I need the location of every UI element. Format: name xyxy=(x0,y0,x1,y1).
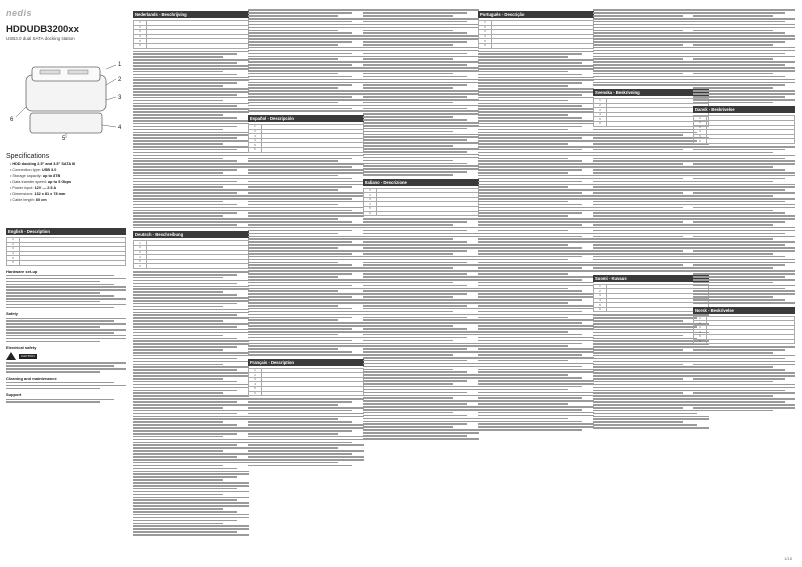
section-italiano: Italiano - Descrizione xyxy=(363,179,479,186)
parts-table: 1 2 3 4 5 6 xyxy=(693,316,795,345)
heading-hardware: Hardware set-up xyxy=(6,268,38,274)
specs-list xyxy=(6,162,126,202)
parts-table: 1 2 3 4 5 6 xyxy=(133,240,249,269)
warning-block xyxy=(6,352,126,360)
product-illustration xyxy=(6,45,126,140)
callout-1: 1 xyxy=(118,62,122,68)
parts-table: 1 2 3 4 5 6 xyxy=(133,20,249,49)
callout-4: 4 xyxy=(118,125,122,131)
parts-table: 1 2 3 4 5 6 xyxy=(363,188,479,217)
spec-item: • Data transfer speed: up to 5 Gbps xyxy=(10,180,72,184)
caution-label: CAUTION xyxy=(21,354,35,359)
nedis-logo: nedis xyxy=(6,8,33,18)
callout-6: 6 xyxy=(10,117,14,123)
section-deutsch: Deutsch - Beschreibung xyxy=(133,231,249,238)
warning-icon xyxy=(6,352,16,360)
callout-2: 2 xyxy=(118,77,122,83)
specs-title: Specifications xyxy=(6,153,50,160)
product-subtitle: USB3.0 dual SATA docking station xyxy=(6,36,75,41)
model-title: HDDUDB3200xx xyxy=(6,24,79,35)
section-suomi: Suomi - Kuvaus xyxy=(593,275,709,282)
heading-cleaning: Cleaning and maintenance xyxy=(6,375,57,381)
column-english xyxy=(6,8,126,553)
parts-table: 1 2 3 4 5 6 xyxy=(248,124,364,153)
section-svenska: Svenska - Beskrivning xyxy=(593,89,709,96)
column-da-no xyxy=(693,8,795,553)
spec-item: • HDD docking 2.5" and 3.5" SATA III xyxy=(10,162,76,166)
parts-table: 1 2 3 4 5 6 xyxy=(593,284,709,313)
heading-safety: Safety xyxy=(6,311,19,317)
spec-item: • Storage capacity: up to 8TB xyxy=(10,174,61,178)
column-de-es xyxy=(248,8,364,553)
column-pt xyxy=(478,8,594,553)
spec-item: • Cable length: 60 cm xyxy=(10,198,47,202)
spec-item: • Dimensions: 132 x 81 x 78 mm xyxy=(10,192,66,196)
section-nederlands: Nederlands - Beschrijving xyxy=(133,11,249,18)
section-espanol: Español - Descripción xyxy=(248,115,364,122)
section-dansk: Dansk - Beskrivelse xyxy=(693,106,795,113)
parts-table: 1 2 3 4 5 6 xyxy=(593,98,709,127)
callout-3: 3 xyxy=(118,95,122,101)
column-fr-it xyxy=(363,8,479,553)
section-francais: Français - Description xyxy=(248,359,364,366)
parts-table: 1 2 3 4 5 6 xyxy=(478,20,594,49)
column-nl-de xyxy=(133,8,249,553)
column-sv-fi xyxy=(593,8,709,553)
heading-electrical: Electrical safety xyxy=(6,345,37,351)
callout-5: 5 xyxy=(62,136,66,140)
spec-item: • Connection type: USB 3.0 xyxy=(10,168,57,172)
parts-table: 1 2 3 4 5 6 xyxy=(6,237,126,266)
section-portugues: Português - Descrição xyxy=(478,11,594,18)
heading-support: Support xyxy=(6,392,22,398)
section-norsk: Norsk - Beskrivelse xyxy=(693,307,795,314)
parts-table: 1 2 3 4 5 6 xyxy=(248,368,364,397)
parts-table: 1 2 3 4 5 6 xyxy=(693,115,795,144)
page-number: 1/15 xyxy=(784,556,792,561)
section-english: English - Description xyxy=(6,228,126,235)
spec-item: • Power input: 12V — 2.5 A xyxy=(10,186,57,190)
